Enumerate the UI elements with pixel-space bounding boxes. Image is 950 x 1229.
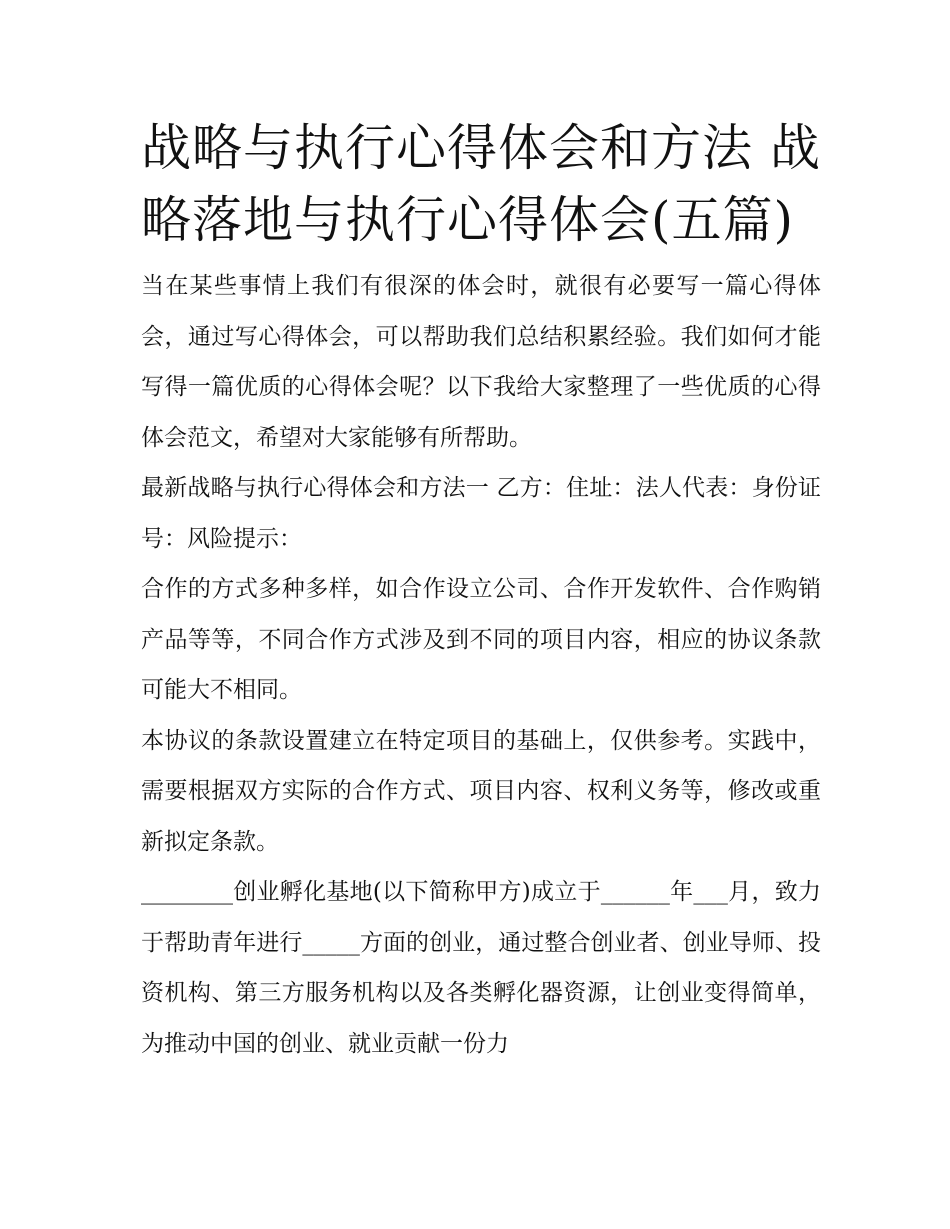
paragraph-reference-note: 本协议的条款设置建立在特定项目的基础上，仅供参考。实践中，需要根据双方实际的合作方式、项目内容、权利义务等，修改或重新拟定条款。 [141, 727, 821, 855]
document-title: 战略与执行心得体会和方法 战略落地与执行心得体会(五篇) [141, 119, 821, 249]
paragraph-intro: 当在某些事情上我们有很深的体会时，就很有必要写一篇心得体会，通过写心得体会，可以帮助我们总结积累经验。我们如何才能写得一篇优质的心得体会呢？以下我给大家整理了一些优质的心得体会范文，希望对大家能够有所帮助。 [141, 273, 821, 451]
paragraph-party-intro: ________创业孵化基地(以下简称甲方)成立于______年___月，致力于帮助青年进行_____方面的创业，通过整合创业者、创业导师、投资机构、第三方服务机构以及各类孵化器资源，让创业变得简单，为推动中国的创业、就业贡献一份力 [141, 879, 821, 1057]
paragraph-risk-note: 合作的方式多种多样，如合作设立公司、合作开发软件、合作购销产品等等，不同合作方式涉及到不同的项目内容，相应的协议条款可能大不相同。 [141, 576, 821, 703]
paragraph-section-heading: 最新战略与执行心得体会和方法一 乙方：住址：法人代表：身份证号：风险提示： [141, 475, 821, 552]
document-body [141, 112, 821, 1069]
